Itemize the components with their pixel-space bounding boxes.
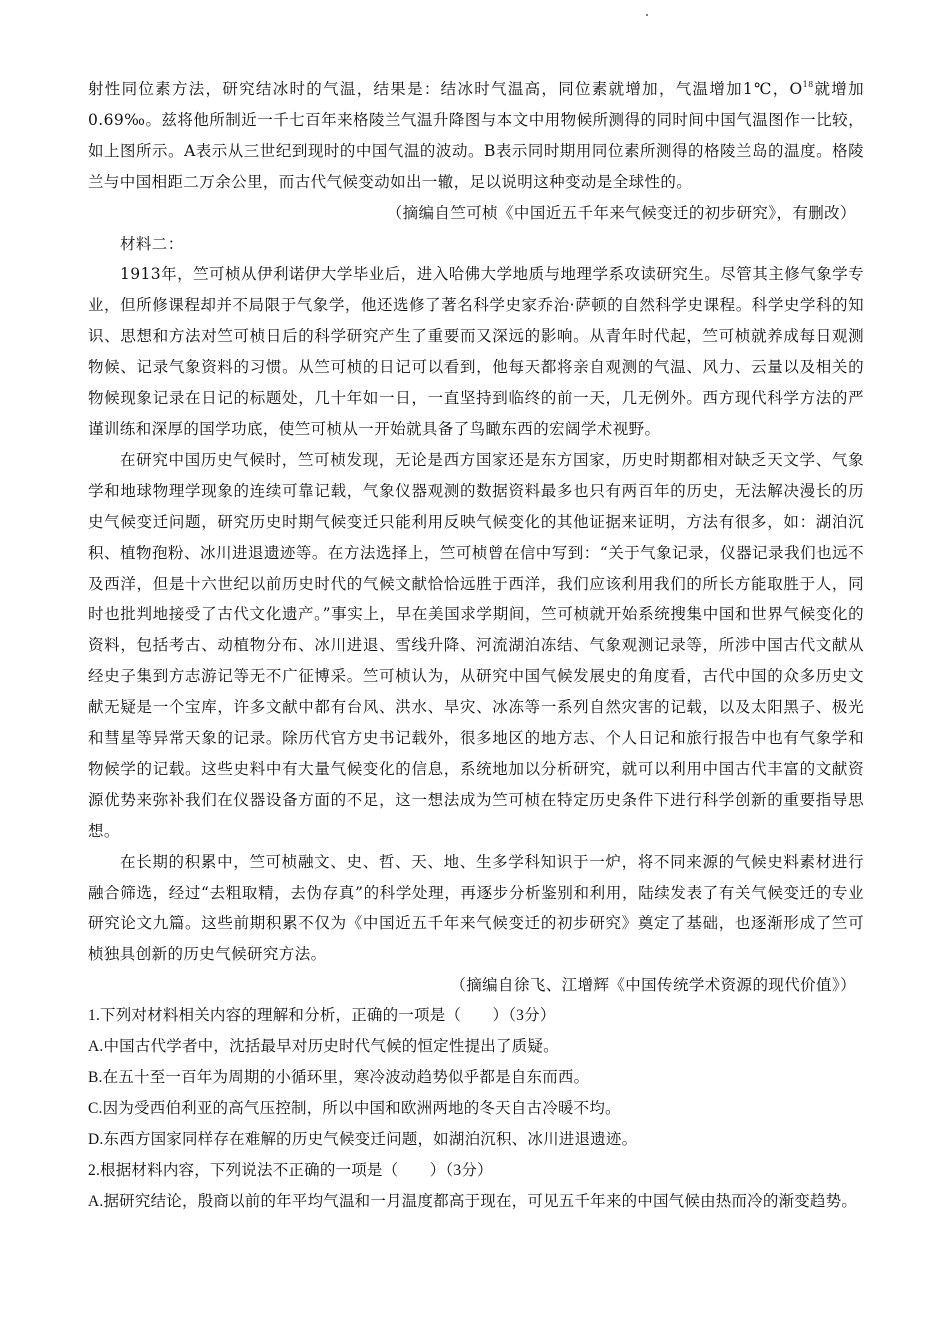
material2-paragraph-1: 1913年，竺可桢从伊利诺伊大学毕业后，进入哈佛大学地质与地理学系攻读研究生。尽管其主修气象学专业，但所修课程却并不局限于气象学，他还选修了著名科学史家乔治·萨顿的自然科学史课程。科学史学科的知识、思想和方法对竺可桢日后的科学研究产生了重要而又深远的影响。从青年时代起，竺可桢就养成每日观测物候、记录气象资料的习惯。从竺可桢的日记可以看到，他每天都将亲自观测的气温、风力、云量以及相关的物候现象记录在日记的标题处，几十年如一日，一直坚持到临终的前一天，几无例外。西方现代科学方法的严谨训练和深厚的国学功底，使竺可桢从一开始就具备了鸟瞰东西的宏阔学术视野。 [88, 265, 864, 438]
material2-source: （摘编自徐飞、江增辉《中国传统学术资源的现代价值》） [450, 976, 856, 995]
document-body [88, 74, 864, 1218]
question-1-option-b: B.在五十至一百年为周期的小循环里，寒冷波动趋势似乎都是自东而西。 [88, 1069, 590, 1086]
material2-paragraph-3: 在长期的积累中，竺可桢融文、史、哲、天、地、生多学科知识于一炉，将不同来源的气候史料素材进行融合筛选，经过“去粗取精，去伪存真”的科学处理，再逐步分析鉴别和利用，陆续发表了有关气候变迁的专业研究论文九篇。这些前期积累不仅为《中国近五千年来气候变迁的初步研究》奠定了基础，也逐渐形成了竺可桢独具创新的历史气候研究方法。 [88, 852, 864, 964]
header-dot [646, 14, 648, 16]
question-1-option-d: D.东西方国家同样存在难解的历史气候变迁问题，如湖泊沉积、冰川进退遗迹。 [88, 1130, 638, 1148]
material1-continuation: 射性同位素方法，研究结冰时的气温，结果是：结冰时气温高，同位素就增加，气温增加1℃，$O^{18}$就增加0.69‰。兹将他所制近一千七百年来格陵兰气温升降图与本文中用物候所测得的同时间中国气温图作一比较，如上图所示。A表示从三世纪到现时的中国气温的波动。B表示同时期用同位素所测得的格陵兰岛的温度。格陵兰与中国相距二万余公里，而古代气候变动如出一辙，足以说明这种变动是全球性的。 [88, 80, 864, 191]
material1-source: （摘编自竺可桢《中国近五千年来气候变迁的初步研究》，有删改） [386, 203, 856, 222]
question-1-stem: 1.下列对材料相关内容的理解和分析，正确的一项是（ ）（3分） [88, 1007, 556, 1025]
material2-paragraph-2: 在研究中国历史气候时，竺可桢发现，无论是西方国家还是东方国家，历史时期都相对缺乏天文学、气象学和地球物理学现象的连续可靠记载，气象仪器观测的数据资料最多也只有两百年的历史，无法解决漫长的历史气候变迁问题，研究历史时期气候变迁只能利用反映气候变化的其他证据来证明，方法有很多，如：湖泊沉积、植物孢粉、冰川进退遗迹等。在方法选择上，竺可桢曾在信中写到：“关于气象记录，仪器记录我们也远不及西洋，但是十六世纪以前历史时代的气候文献恰恰远胜于西洋，我们应该利用我们的所长方能取胜于人，同时也批判地接受了古代文化遗产。”事实上，早在美国求学期间，竺可桢就开始系统搜集中国和世界气候变化的资料，包括考古、动植物分布、冰川进退、雪线升降、河流湖泊冻结、气象观测记录等，所涉中国古代文献从经史子集到方志游记等无不广征博采。竺可桢认为，从研究中国气候发展史的角度看，古代中国的众多历史文献无疑是一个宝库，许多文献中都有台风、洪水、旱灾、冰冻等一系列自然灾害的记载，以及太阳黑子、极光和彗星等异常天象的记录。除历代官方史书记载外，很多地区的地方志、个人日记和旅行报告中也有气象学和物候学的记载。这些史料中有大量气候变化的信息，系统地加以分析研究，就可以利用中国古代丰富的文献资源优势来弥补我们在仪器设备方面的不足，这一想法成为竺可桢在特定历史条件下进行科学创新的重要指导思想。 [88, 450, 864, 840]
question-1-option-c: C.因为受西伯利亚的高气压控制，所以中国和欧洲两地的冬天自古冷暖不均。 [88, 1099, 621, 1117]
question-1-option-a: A.中国古代学者中，沈括最早对历史时代气候的恒定性提出了质疑。 [88, 1038, 559, 1056]
question-2-option-a: A.据研究结论，殷商以前的年平均气温和一月温度都高于现在，可见五千年来的中国气候由热而冷的渐变趋势。 [88, 1192, 858, 1210]
question-2-stem: 2.根据材料内容，下列说法不正确的一项是（ ）（3分） [88, 1161, 493, 1179]
material2-heading: 材料二： [120, 234, 184, 253]
